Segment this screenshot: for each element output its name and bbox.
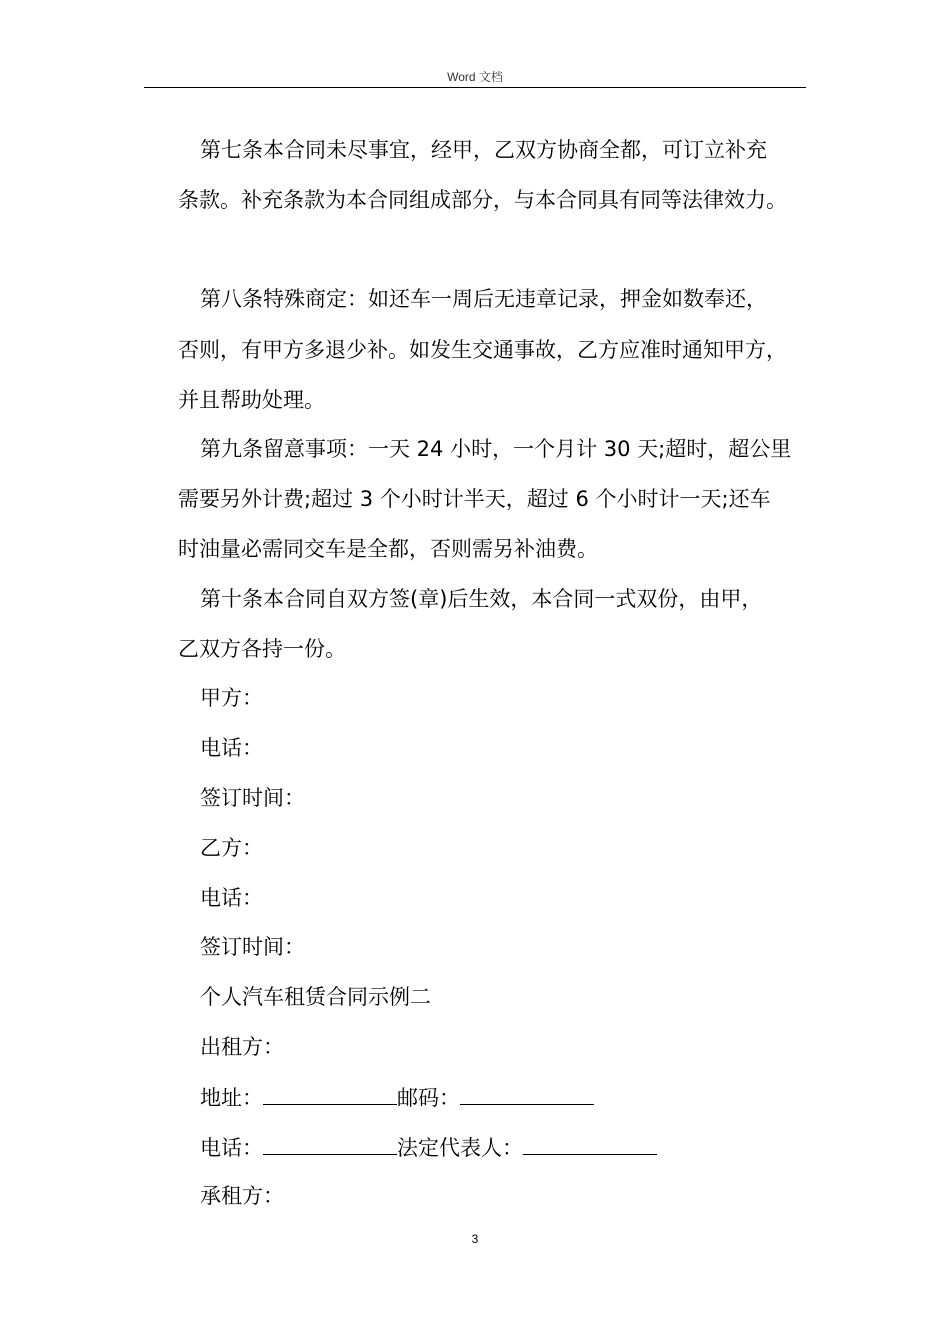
page-number: 3 [471, 1232, 479, 1246]
legal-rep-label: 法定代表人： [397, 1136, 523, 1160]
article-10-line-1: 第十条本合同自双方签(章)后生效，本合同一式双份，由甲， [200, 587, 763, 611]
party-a-phone-label: 电话： [200, 736, 263, 760]
header-rule [144, 87, 806, 88]
lessee-label: 承租方： [200, 1184, 284, 1208]
article-9-line-1: 第九条留意事项：一天 24 小时，一个月计 30 天;超时，超公里 [200, 437, 792, 461]
page-header: Word 文档 [447, 70, 503, 84]
legal-rep-blank [523, 1134, 657, 1155]
article-8-line-2: 否则，有甲方多退少补。如发生交通事故，乙方应准时通知甲方， [178, 338, 787, 362]
article-10-line-2: 乙双方各持一份。 [178, 637, 346, 661]
address-postcode-line [200, 1084, 594, 1111]
postcode-label: 邮码： [397, 1086, 460, 1110]
postcode-blank [460, 1084, 594, 1105]
phone-blank [263, 1134, 397, 1155]
party-a-date-label: 签订时间： [200, 786, 305, 810]
address-blank [263, 1084, 397, 1105]
party-b-label: 乙方： [200, 836, 263, 860]
party-b-date-label: 签订时间： [200, 935, 305, 959]
article-8-line-1: 第八条特殊商定：如还车一周后无违章记录，押金如数奉还， [200, 287, 767, 311]
party-b-phone-label: 电话： [200, 886, 263, 910]
article-8-line-3: 并且帮助处理。 [178, 388, 325, 412]
example-2-title: 个人汽车租赁合同示例二 [200, 985, 431, 1009]
article-7-line-2: 条款。补充条款为本合同组成部分，与本合同具有同等法律效力。 [178, 188, 787, 212]
address-label: 地址： [200, 1086, 263, 1110]
article-9-line-3: 时油量必需同交车是全都，否则需另补油费。 [178, 537, 598, 561]
party-a-label: 甲方： [200, 686, 263, 710]
article-9-line-2: 需要另外计费;超过 3 个小时计半天，超过 6 个小时计一天;还车 [178, 487, 771, 511]
article-7-line-1: 第七条本合同未尽事宜，经甲，乙双方协商全都，可订立补充 [200, 138, 767, 162]
phone-label: 电话： [200, 1136, 263, 1160]
lessor-label: 出租方： [200, 1035, 284, 1059]
phone-legal-rep-line [200, 1134, 657, 1161]
